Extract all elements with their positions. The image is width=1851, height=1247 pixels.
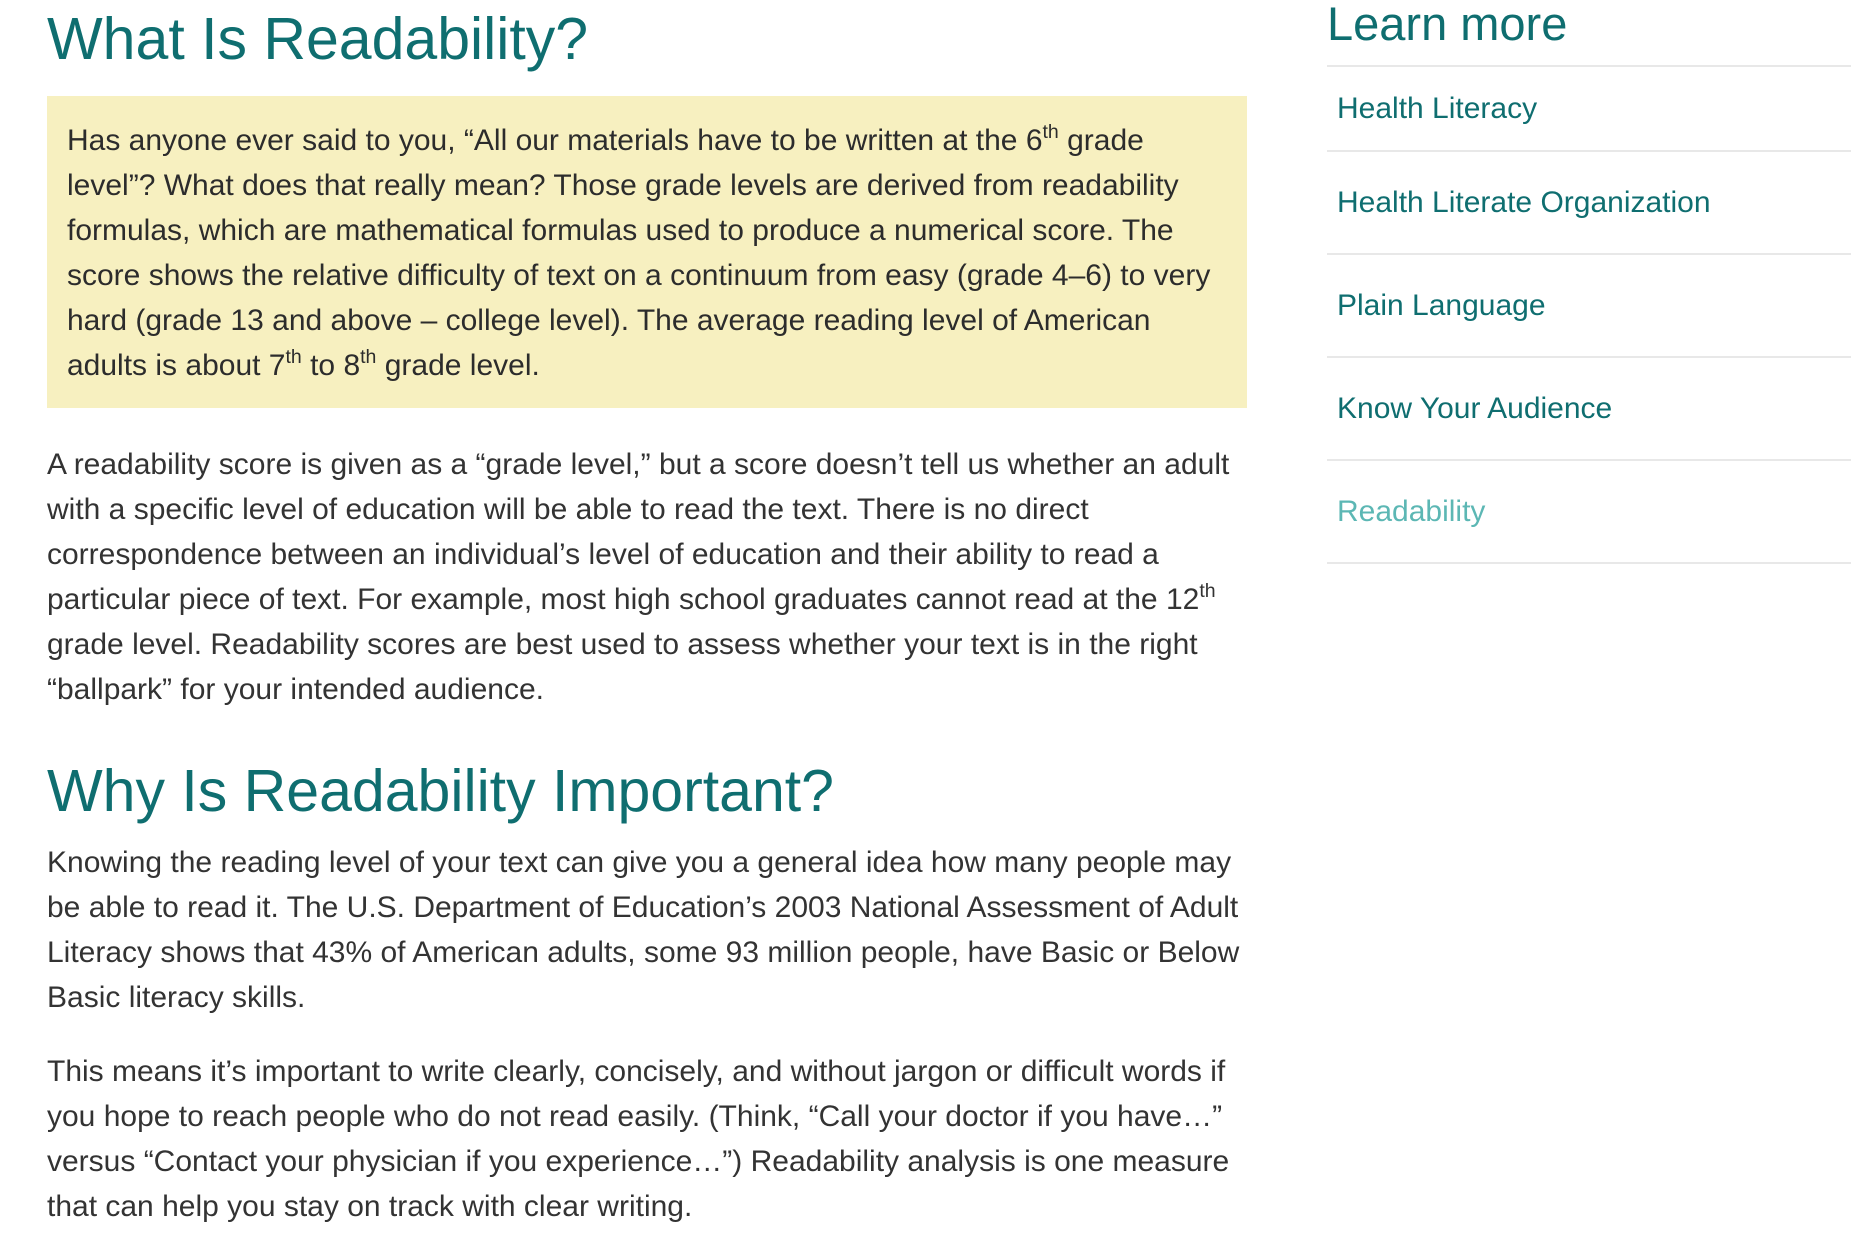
main-content xyxy=(47,0,1247,1229)
paragraph-write-clearly: This means it’s important to write clearly, concisely, and without jargon or difficult words if you hope to reach people who do not read easily. (Think, “Call your doctor if you have…” versus “Contact your physician if you experience…”) Readability analysis is one measure that can help you stay on track with clear writing. xyxy=(47,1055,1230,1223)
page-title: What Is Readability? xyxy=(47,6,589,72)
sidebar-link-readability[interactable]: Readability xyxy=(1337,494,1486,528)
sidebar-link-plain-language[interactable]: Plain Language xyxy=(1337,288,1546,322)
section-heading-why: Why Is Readability Important? xyxy=(47,758,834,824)
callout-text-3: to 8 xyxy=(301,349,361,382)
sidebar-item-know-your-audience xyxy=(1327,358,1851,461)
callout-text-1: Has anyone ever said to you, “All our materials have to be written at the 6 xyxy=(67,124,1043,157)
sidebar-item-health-literacy xyxy=(1327,67,1851,152)
sidebar-title: Learn more xyxy=(1327,0,1851,67)
sidebar-link-know-your-audience[interactable]: Know Your Audience xyxy=(1337,391,1613,425)
sidebar-item-health-literate-organization xyxy=(1327,152,1851,255)
sidebar-item-plain-language xyxy=(1327,255,1851,358)
callout-box xyxy=(47,96,1247,408)
callout-sup-3: th xyxy=(360,346,377,369)
sidebar-nav xyxy=(1327,67,1851,564)
sidebar-learn-more xyxy=(1327,0,1851,564)
callout-text-4: grade level. xyxy=(376,349,540,382)
sidebar-link-health-literate-organization[interactable]: Health Literate Organization xyxy=(1337,185,1711,219)
paragraph-readability-score xyxy=(47,442,1247,712)
callout-text-2: grade level”? What does that really mean? Those grade levels are derived from readability formulas, which are mathematical formulas used to produce a numerical score. The score shows the relative difficulty of text on a continuum from easy (grade 4–6) to very hard (grade 13 and above – college level). The average reading level of American adults is about 7 xyxy=(67,124,1211,382)
sidebar-link-health-literacy[interactable]: Health Literacy xyxy=(1337,91,1538,125)
paragraph-sup: th xyxy=(1199,580,1216,603)
paragraph-text-2: grade level. Readability scores are best used to assess whether your text is in the right “ballpark” for your intended audience. xyxy=(47,628,1198,706)
callout-sup-2: th xyxy=(285,346,302,369)
paragraph-text-1: A readability score is given as a “grade level,” but a score doesn’t tell us whether an adult with a specific level of education will be able to read the text. There is no direct correspondence between an individual’s level of education and their ability to read a particular piece of text. For example, most high school graduates cannot read at the 12 xyxy=(47,448,1230,616)
callout-sup-1: th xyxy=(1042,121,1059,144)
sidebar-item-readability xyxy=(1327,461,1851,564)
paragraph-reading-level: Knowing the reading level of your text can give you a general idea how many people may be able to read it. The U.S. Department of Education’s 2003 National Assessment of Adult Literacy shows that 43% of American adults, some 93 million people, have Basic or Below Basic literacy skills. xyxy=(47,846,1240,1014)
